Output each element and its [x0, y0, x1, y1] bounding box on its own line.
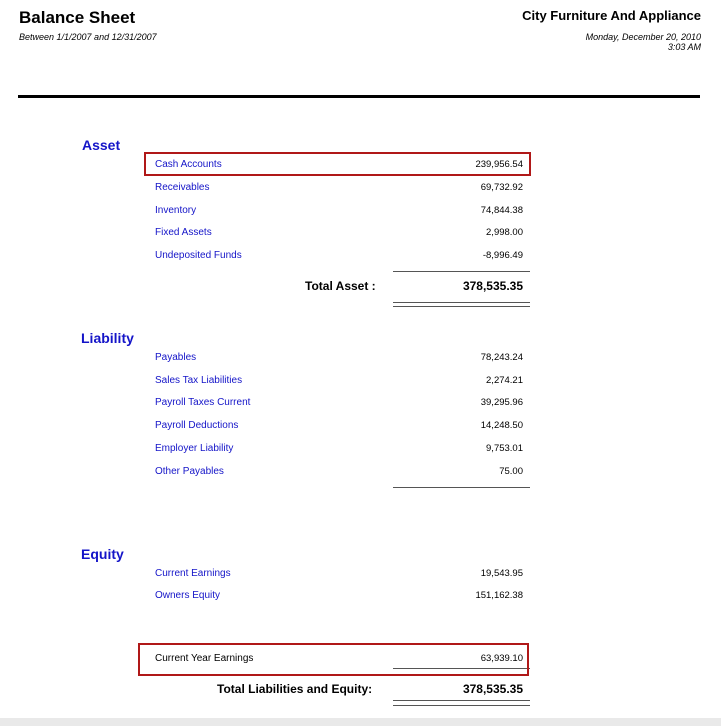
asset-item-amount: 69,732.92: [480, 182, 523, 193]
current-year-earnings-amount: 63,939.10: [480, 653, 523, 664]
liability-item-label[interactable]: Employer Liability: [155, 443, 234, 454]
liability-item-amount: 39,295.96: [480, 397, 523, 408]
grand-total-label: Total Liabilities and Equity:: [217, 682, 373, 696]
asset-item-label[interactable]: Inventory: [155, 205, 197, 216]
asset-item-label[interactable]: Undeposited Funds: [155, 250, 242, 261]
asset-item-amount: 74,844.38: [480, 205, 523, 216]
equity-item-label[interactable]: Current Earnings: [155, 568, 231, 579]
report-time: 3:03 AM: [667, 42, 701, 52]
highlight-box-current-year-earnings: [138, 643, 529, 676]
company-name: City Furniture And Appliance: [522, 8, 701, 23]
liability-item-label[interactable]: Payables: [155, 352, 197, 363]
liability-item-label[interactable]: Payroll Taxes Current: [155, 397, 251, 408]
grand-total-rule-2: [393, 705, 530, 706]
page-bottom-edge: [0, 718, 721, 726]
liability-item-label[interactable]: Sales Tax Liabilities: [155, 375, 243, 386]
liability-item-amount: 14,248.50: [480, 420, 523, 431]
asset-item-label[interactable]: Fixed Assets: [155, 227, 212, 238]
report-datetime: [586, 32, 701, 52]
liability-total-rule: [393, 487, 530, 488]
liability-item-label[interactable]: Payroll Deductions: [155, 420, 239, 431]
equity-item-amount: 151,162.38: [475, 590, 523, 601]
liability-item-amount: 9,753.01: [486, 443, 523, 454]
grand-total-rule-1: [393, 700, 530, 701]
section-heading-equity: Equity: [81, 546, 124, 562]
liability-item-amount: 2,274.21: [486, 375, 523, 386]
asset-item-amount: 239,956.54: [475, 159, 523, 170]
section-heading-liability: Liability: [81, 330, 134, 346]
asset-total-rule-1: [393, 302, 530, 303]
report-title: Balance Sheet: [19, 8, 136, 27]
current-year-earnings-label: Current Year Earnings: [155, 653, 254, 664]
asset-item-label[interactable]: Receivables: [155, 182, 210, 193]
report-period: Between 1/1/2007 and 12/31/2007: [19, 32, 157, 42]
asset-item-label[interactable]: Cash Accounts: [155, 159, 222, 170]
asset-item-amount: -8,996.49: [482, 250, 523, 261]
section-heading-asset: Asset: [82, 137, 121, 153]
asset-item-amount: 2,998.00: [486, 227, 523, 238]
header-divider: [18, 95, 700, 98]
equity-item-label[interactable]: Owners Equity: [155, 590, 221, 601]
highlight-box-cash-accounts: [144, 152, 531, 176]
liability-item-amount: 75.00: [499, 466, 523, 477]
total-asset-label: Total Asset :: [305, 279, 376, 293]
asset-total-rule-top: [393, 271, 530, 272]
equity-item-amount: 19,543.95: [480, 568, 523, 579]
asset-total-rule-2: [393, 306, 530, 307]
liability-item-amount: 78,243.24: [480, 352, 523, 363]
liability-item-label[interactable]: Other Payables: [155, 466, 224, 477]
report-date: Monday, December 20, 2010: [585, 32, 701, 42]
grand-total-amount: 378,535.35: [462, 682, 523, 696]
total-asset-amount: 378,535.35: [462, 279, 523, 293]
